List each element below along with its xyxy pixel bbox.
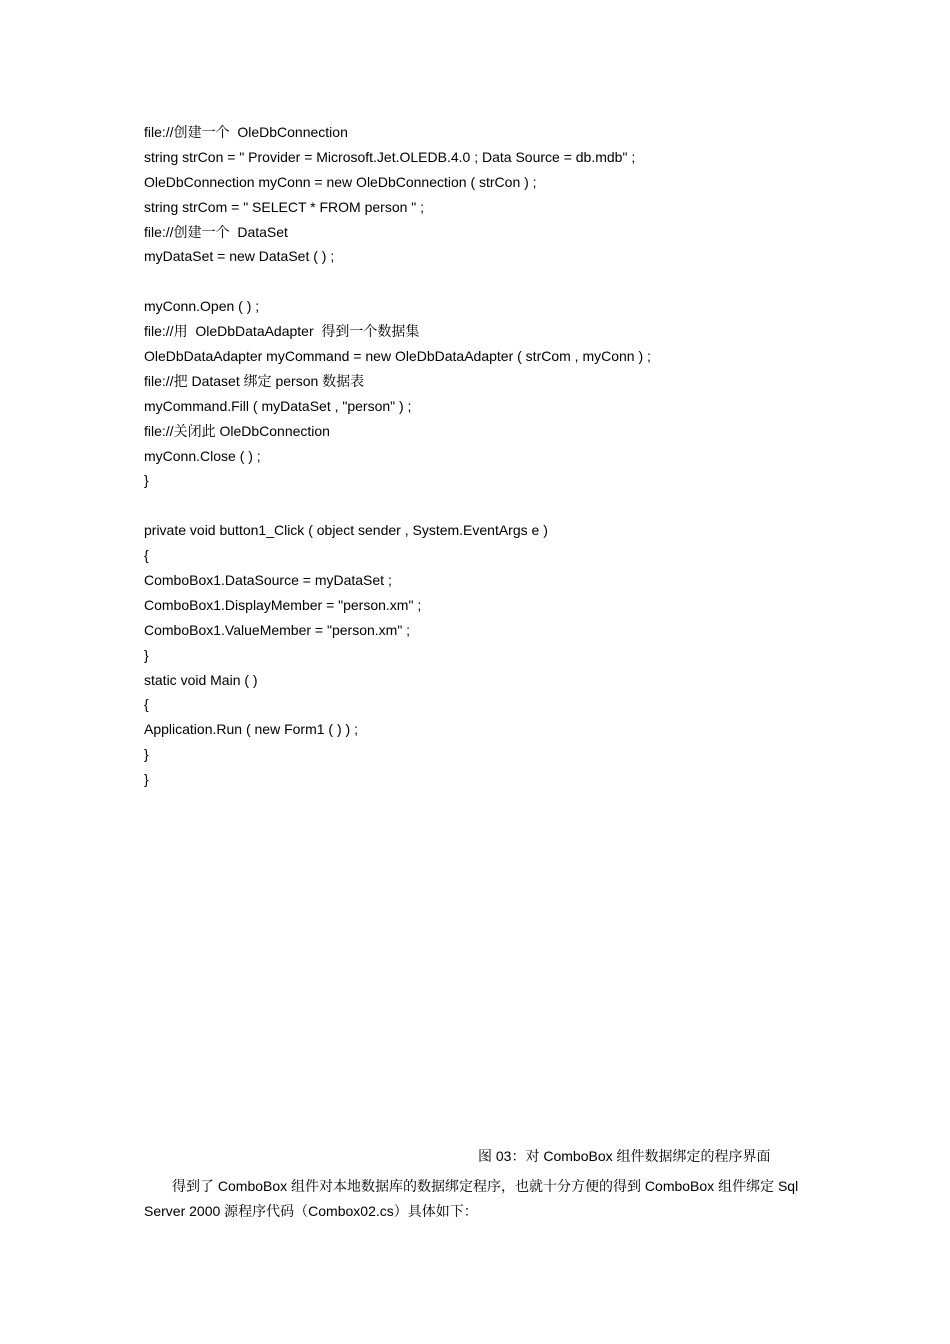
code-line: myCommand.Fill ( myDataSet , "person" ) ; xyxy=(144,397,412,414)
code-line: file://用 OleDbDataAdapter 得到一个数据集 xyxy=(144,323,420,340)
code-line: file://关闭此 OleDbConnection xyxy=(144,422,330,439)
code-line: OleDbConnection myConn = new OleDbConnection ( strCon ) ; xyxy=(144,173,537,190)
code-line: myConn.Close ( ) ; xyxy=(144,447,261,464)
code-line: { xyxy=(144,696,149,713)
code-listing xyxy=(144,120,844,792)
code-line: string strCon = " Provider = Microsoft.Jet.OLEDB.4.0 ; Data Source = db.mdb" ; xyxy=(144,148,636,165)
code-line: } xyxy=(144,472,149,489)
code-line: Application.Run ( new Form1 ( ) ) ; xyxy=(144,721,358,738)
code-line: file://把 Dataset 绑定 person 数据表 xyxy=(144,372,365,389)
code-line: myDataSet = new DataSet ( ) ; xyxy=(144,248,335,265)
code-line: OleDbDataAdapter myCommand = new OleDbDataAdapter ( strCom , myConn ) ; xyxy=(144,348,651,365)
paragraph-text: 得到了 ComboBox 组件对本地数据库的数据绑定程序，也就十分方便的得到 ComboBox 组件绑定 Sql Server 2000 源程序代码（Combox02.cs）具体如下： xyxy=(144,1178,799,1219)
code-line-blank xyxy=(144,493,844,518)
code-line: { xyxy=(144,547,149,564)
code-line: private void button1_Click ( object sender , System.EventArgs e ) xyxy=(144,522,548,539)
body-paragraph xyxy=(144,1174,810,1224)
code-line: } xyxy=(144,746,149,763)
code-line: } xyxy=(144,646,149,663)
code-line: string strCom = " SELECT * FROM person " ; xyxy=(144,198,425,215)
figure-caption: 图 03：对 ComboBox 组件数据绑定的程序界面 xyxy=(478,1148,771,1164)
code-line-blank xyxy=(144,269,844,294)
code-line: myConn.Open ( ) ; xyxy=(144,298,260,315)
code-line: } xyxy=(144,771,149,788)
code-line: ComboBox1.ValueMember = "person.xm" ; xyxy=(144,621,411,638)
code-line: ComboBox1.DisplayMember = "person.xm" ; xyxy=(144,596,422,613)
code-line: file://创建一个 DataSet xyxy=(144,223,288,240)
code-line: file://创建一个 OleDbConnection xyxy=(144,124,348,140)
code-line: static void Main ( ) xyxy=(144,671,258,688)
code-line: ComboBox1.DataSource = myDataSet ; xyxy=(144,572,392,589)
